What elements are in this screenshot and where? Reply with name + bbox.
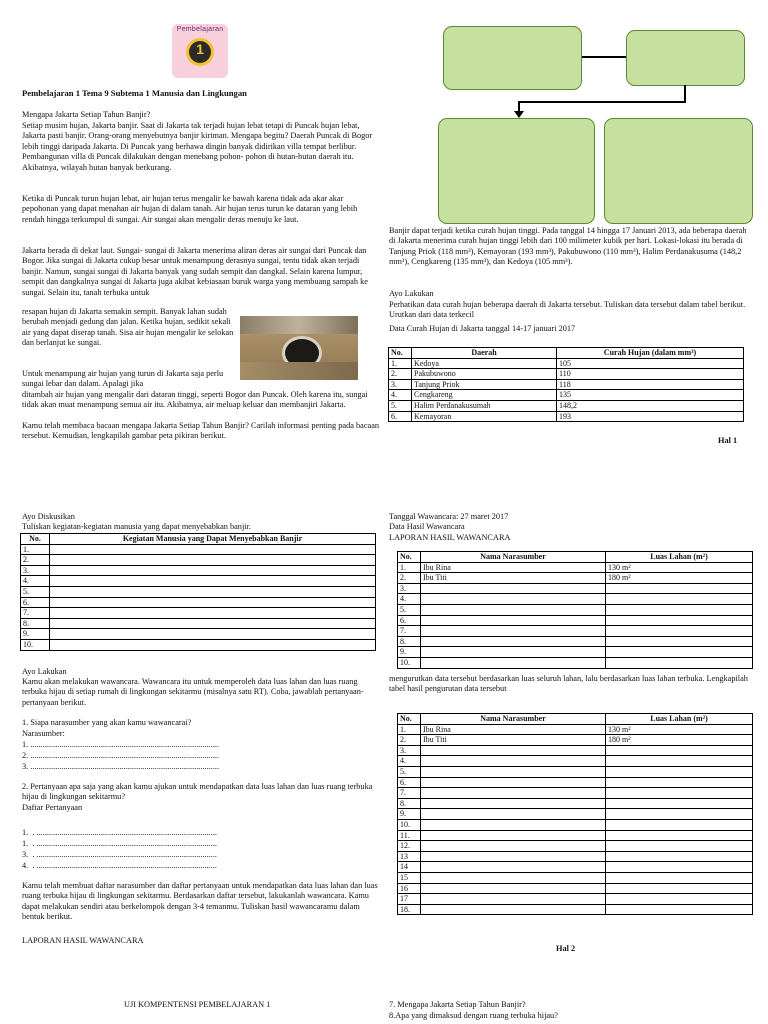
question-1: 1. Siapa narasumber yang akan kamu wawancarai? <box>22 718 192 727</box>
table-row <box>389 390 744 401</box>
table-row <box>398 809 753 820</box>
cell[interactable]: 135 <box>557 390 744 401</box>
cell: 1. <box>389 358 412 369</box>
discuss-instruction: Tuliskan kegiatan-kegiatan manusia yang dapat menyebabkan banjir. <box>22 522 251 531</box>
pertanyaan-line-4[interactable]: 4. . ....................................................................................... <box>22 861 217 870</box>
cell: 4. <box>398 756 421 767</box>
cell: 4. <box>398 594 421 605</box>
cell: 4. <box>389 390 412 401</box>
narasumber-table-header <box>398 552 753 563</box>
pertanyaan-line-3[interactable]: 3. . ....................................................................................... <box>22 850 217 859</box>
table-row <box>398 615 753 626</box>
cell[interactable] <box>606 657 753 668</box>
cell[interactable] <box>606 626 753 637</box>
cell[interactable] <box>606 583 753 594</box>
mindmap-connector-h2 <box>518 101 686 103</box>
badge-word: Pembelajaran <box>176 26 224 33</box>
laporan-right: LAPORAN HASIL WAWANCARA <box>389 533 511 542</box>
question-2: 2. Pertanyaan apa saja yang akan kamu ajukan untuk mendapatkan data luas lahan dan luas ruang terbuka hijau di lingkungan sekitarmu? <box>22 782 375 802</box>
table-row <box>398 626 753 637</box>
question-7: 7. Mengapa Jakarta Setiap Tahun Banjir? <box>389 1000 526 1009</box>
reading-para-5: ditambah air hujan yang mengalir dari dataran tinggi, seperti Bogor dan Puncak. Oleh karena itu, sungai tidak akan muat menampung semua air itu. Akibatnya, air meluap keluar dan membanjiri Jakarta. <box>22 390 370 410</box>
cell[interactable] <box>421 819 606 830</box>
cell[interactable]: 118 <box>557 379 744 390</box>
cell[interactable]: 180 m² <box>606 573 753 584</box>
cell[interactable] <box>606 894 753 905</box>
cell: 13 <box>398 851 421 862</box>
cell[interactable]: Pakubuwono <box>412 369 557 380</box>
table-row <box>398 904 753 915</box>
col-curah-hujan: Curah Hujan (dalam mm³) <box>557 348 744 359</box>
cell[interactable] <box>606 830 753 841</box>
cell: 3. <box>21 565 50 576</box>
cell[interactable] <box>50 555 376 566</box>
col-luas: Luas Lahan (m²) <box>606 552 753 563</box>
cell[interactable]: 148,2 <box>557 400 744 411</box>
table-row <box>398 777 753 788</box>
mindmap-arrow-head <box>514 111 524 118</box>
table-row <box>398 594 753 605</box>
reading-question: Mengapa Jakarta Setiap Tahun Banjir? <box>22 110 151 119</box>
table-row <box>398 830 753 841</box>
cell: 9. <box>398 647 421 658</box>
table-row <box>398 766 753 777</box>
reading-para-4a: resapan hujan di Jakarta semakin sempit. Banyak lahan sudah berubah menjadi gedung dan jalan. Ketika hujan, sedikit sekali air yang dapat diserap tanah. Sisa air hujan mengalir ke selokan dan berlanjut ke sungai. <box>22 307 236 348</box>
table-row <box>398 851 753 862</box>
cell: 18. <box>398 904 421 915</box>
cell[interactable] <box>421 777 606 788</box>
table-row <box>389 400 744 411</box>
table-row <box>21 597 376 608</box>
table-row <box>21 565 376 576</box>
table-row <box>398 862 753 873</box>
cell[interactable] <box>421 798 606 809</box>
cell[interactable] <box>421 766 606 777</box>
page-number-1: Hal 1 <box>718 436 738 445</box>
cell: 15 <box>398 872 421 883</box>
cell[interactable] <box>421 647 606 658</box>
cell[interactable] <box>606 594 753 605</box>
col-no: No. <box>398 714 421 725</box>
col-luas: Luas Lahan (m²) <box>606 714 753 725</box>
cell[interactable] <box>606 872 753 883</box>
rainfall-table-header <box>389 348 744 359</box>
cell: 14 <box>398 862 421 873</box>
cell[interactable] <box>606 777 753 788</box>
laporan-left: LAPORAN HASIL WAWANCARA <box>22 936 144 945</box>
col-kegiatan: Kegiatan Manusia yang Dapat Menyebabkan Banjir <box>50 534 376 545</box>
reading-para-2: Ketika di Puncak turun hujan lebat, air hujan terus mengalir ke bawah karena tidak ada akar akar pepohonan yang dapat menahan air hujan di dalam tanah. Air hujan terus turun ke dataran yang lebih rendah hingga terkumpul di sungai. Air sungai akan mengalir deras menuju ke laut. <box>22 194 360 224</box>
cell: 4. <box>21 576 50 587</box>
table-row <box>21 639 376 650</box>
cell: 5. <box>389 400 412 411</box>
cell: 9. <box>398 809 421 820</box>
table-row <box>398 883 753 894</box>
table-row <box>389 379 744 390</box>
table-row <box>389 358 744 369</box>
narasumber-table-2 <box>397 713 753 915</box>
cell: 6. <box>21 597 50 608</box>
cell[interactable] <box>606 883 753 894</box>
cell[interactable] <box>421 830 606 841</box>
cell[interactable]: Halim Perdanakusumah <box>412 400 557 411</box>
cell[interactable] <box>421 756 606 767</box>
pertanyaan-line-1[interactable]: 1. . ....................................................................................... <box>22 828 217 837</box>
cell[interactable] <box>50 608 376 619</box>
table-row <box>398 647 753 658</box>
cell[interactable]: Cengkareng <box>412 390 557 401</box>
cell: 1. <box>21 544 50 555</box>
cell[interactable]: Tanjung Priok <box>412 379 557 390</box>
cell: 5. <box>398 766 421 777</box>
table-row <box>21 555 376 566</box>
cell[interactable]: 130 m² <box>606 724 753 735</box>
table-row <box>21 608 376 619</box>
cell[interactable] <box>421 872 606 883</box>
cell: 7. <box>398 788 421 799</box>
pembelajaran-badge <box>172 24 228 78</box>
cell[interactable]: 193 <box>557 411 744 422</box>
cell[interactable] <box>421 604 606 615</box>
reading-para-1: Setiap musim hujan, Jakarta banjir. Saat di Jakarta tak terjadi hujan lebat tetapi di Puncak hujan lebat, Jakarta pasti banjir. Orang-orang menyebutnya banjir kiriman. Mengapa begitu? Daerah Puncak di Bogor lebih tinggi daripada Jakarta. Di Puncak yang berhawa dingin banyak didirikan villa tempat berlibur. Pembangunan villa di Puncak dilakukan dengan menebang pohon- pohon di hutan-hutan daerah itu. Akibatnya, wilayah hutan banyak berkurang. <box>22 121 375 172</box>
table-row <box>398 798 753 809</box>
cell[interactable] <box>50 544 376 555</box>
cell: 10. <box>398 819 421 830</box>
col-daerah: Daerah <box>412 348 557 359</box>
narasumber-table-1 <box>397 551 753 669</box>
question-8: 8.Apa yang dimaksud dengan ruang terbuka hijau? <box>389 1011 558 1020</box>
cell: 8. <box>398 636 421 647</box>
col-nama: Nama Narasumber <box>421 714 606 725</box>
cell: 6. <box>398 777 421 788</box>
cell[interactable] <box>606 647 753 658</box>
cell[interactable]: 130 m² <box>606 562 753 573</box>
cell: 10. <box>21 639 50 650</box>
narasumber-table-header <box>398 714 753 725</box>
narasumber-line-2[interactable]: 2. ........................................................................................... <box>22 751 220 760</box>
cell[interactable]: Ibu Rina <box>421 562 606 573</box>
table-row <box>389 369 744 380</box>
col-no: No. <box>398 552 421 563</box>
cell[interactable] <box>421 583 606 594</box>
cell[interactable] <box>421 904 606 915</box>
ayo-lakukan-1: Ayo Lakukan <box>389 289 434 298</box>
cell: 2. <box>398 735 421 746</box>
cell: 1. <box>398 562 421 573</box>
page-number-2: Hal 2 <box>556 944 576 953</box>
cell: 2. <box>398 573 421 584</box>
table-row <box>21 544 376 555</box>
rainfall-paragraph: Banjir dapat terjadi ketika curah hujan tinggi. Pada tanggal 14 hingga 17 Januari 2013, ada beberapa daerah di Jakarta menerima curah hujan tinggi lebih dari 100 milimeter kubik per hari. Lokasi-lokasi itu berada di Tanjung Priok (118 mm³), Kemayoran (193 mm³), Pakubuwono (110 mm³), Halim Perdanakusuma (148,2 mm³), Cengkareng (135 mm³), dan Kedoya (105 mm³). <box>389 226 749 267</box>
cell[interactable]: 110 <box>557 369 744 380</box>
cell[interactable] <box>50 629 376 640</box>
cell[interactable] <box>606 798 753 809</box>
cell[interactable]: 180 m² <box>606 735 753 746</box>
table-row <box>398 819 753 830</box>
data-hasil-label: Data Hasil Wawancara <box>389 522 465 531</box>
table-row <box>398 788 753 799</box>
badge-number: 1 <box>196 41 204 57</box>
cell: 3. <box>398 745 421 756</box>
page1-heading: Pembelajaran 1 Tema 9 Subtema 1 Manusia dan Lingkungan <box>22 88 247 98</box>
cell[interactable] <box>421 636 606 647</box>
table-row <box>21 576 376 587</box>
uji-kompetensi-title: UJI KOMPENTENSI PEMBELAJARAN 1 <box>124 1000 271 1009</box>
cell: 1. <box>398 724 421 735</box>
cell[interactable] <box>421 851 606 862</box>
cell: 16 <box>398 883 421 894</box>
cell[interactable] <box>606 615 753 626</box>
cell[interactable] <box>606 819 753 830</box>
cell[interactable] <box>421 745 606 756</box>
table-row <box>398 657 753 668</box>
pertanyaan-line-2[interactable]: 1. . ....................................................................................... <box>22 839 217 848</box>
col-nama: Nama Narasumber <box>421 552 606 563</box>
cell: 11. <box>398 830 421 841</box>
cell: 5. <box>21 586 50 597</box>
cell: 2. <box>21 555 50 566</box>
col-no: No. <box>389 348 412 359</box>
cell: 10. <box>398 657 421 668</box>
cell: 12. <box>398 841 421 852</box>
table-row <box>398 745 753 756</box>
cell[interactable]: Kedoya <box>412 358 557 369</box>
table-row <box>398 573 753 584</box>
rainfall-table <box>388 347 744 422</box>
cell[interactable]: 105 <box>557 358 744 369</box>
cell[interactable] <box>50 639 376 650</box>
col-no: No. <box>21 534 50 545</box>
cell: 8. <box>398 798 421 809</box>
ayo-diskusikan: Ayo Diskusikan <box>22 512 75 521</box>
cell[interactable] <box>421 626 606 637</box>
cell: 8. <box>21 618 50 629</box>
mindmap-connector-v <box>684 85 686 102</box>
table-row <box>398 583 753 594</box>
cell[interactable] <box>606 851 753 862</box>
cell: 3. <box>398 583 421 594</box>
cell[interactable] <box>421 615 606 626</box>
tanggal-wawancara: Tanggal Wawancara: 27 maret 2017 <box>389 512 509 521</box>
cell: 6. <box>398 615 421 626</box>
cell[interactable] <box>421 809 606 820</box>
cell[interactable] <box>421 594 606 605</box>
cell: 3. <box>389 379 412 390</box>
cell[interactable] <box>421 894 606 905</box>
table-row <box>21 618 376 629</box>
cell[interactable] <box>606 809 753 820</box>
cell[interactable] <box>50 565 376 576</box>
cell[interactable] <box>421 657 606 668</box>
cell: 5. <box>398 604 421 615</box>
cell[interactable] <box>606 788 753 799</box>
table-row <box>21 586 376 597</box>
table-row <box>21 629 376 640</box>
rainfall-table-title: Data Curah Hujan di Jakarta tanggal 14-17 januari 2017 <box>389 324 576 333</box>
rainfall-instruction: Perhatikan data curah hujan beberapa daerah di Jakarta tersebut. Tuliskan data tersebut dalam tabel berikut. Urutkan dari data terkecil <box>389 300 748 320</box>
cell[interactable] <box>606 841 753 852</box>
kegiatan-table-header <box>21 534 376 545</box>
reading-para-6: Kamu telah membaca bacaan mengapa Jakarta Setiap Tahun Banjir? Carilah informasi penting pada bacaan tersebut. Kemudian, lengkapilah gambar peta pikiran berikut. <box>22 421 382 441</box>
cell: 6. <box>389 411 412 422</box>
cell[interactable] <box>606 766 753 777</box>
narasumber-line-1[interactable]: 1. ........................................................................................... <box>22 740 220 749</box>
table-row <box>398 841 753 852</box>
cell[interactable] <box>421 883 606 894</box>
daftar-pertanyaan-label: Daftar Pertanyaan <box>22 803 83 812</box>
cell[interactable] <box>50 586 376 597</box>
wawancara-paragraph: Kamu akan melakukan wawancara. Wawancara itu untuk memperoleh data luas lahan dan luas ruang terbuka hijau di setiap rumah di lingkungan sekitarmu (misalnya satu RT). Coba, jawablah pertanyaan-pertanyaan berikut. <box>22 677 364 707</box>
cell: 2. <box>389 369 412 380</box>
cell[interactable] <box>50 597 376 608</box>
cell[interactable] <box>50 618 376 629</box>
table-row <box>398 604 753 615</box>
table-row <box>398 894 753 905</box>
reading-para-3: Jakarta berada di dekat laut. Sungai- sungai di Jakarta menerima aliran deras air sungai dari Puncak dan Bogor. Jika sungai di Jakarta cukup besar untuk menampung derasnya sungai, tentu tidak akan terjadi banjir. Namun, sungai sungai di Jakarta banyak yang sudah sempit dan dangkal. Selain karena lumpur, sempit dan dangkalnya sungai di Jakarta juga akibat kebiasaan buruk warga yang membuang sampah ke sungai. Selain itu, tanah terbuka untuk <box>22 246 370 297</box>
cell: 17 <box>398 894 421 905</box>
cell[interactable] <box>606 904 753 915</box>
mindmap-connector-h <box>582 56 626 58</box>
table-row <box>398 872 753 883</box>
table-row <box>398 735 753 746</box>
table-row <box>398 724 753 735</box>
cell[interactable] <box>606 745 753 756</box>
cell: 9. <box>21 629 50 640</box>
cell[interactable] <box>606 636 753 647</box>
mindmap-box-bottom-right[interactable] <box>604 118 753 224</box>
kegiatan-table <box>20 533 376 651</box>
cell[interactable] <box>606 604 753 615</box>
cell: 7. <box>398 626 421 637</box>
reading-para-4b: Untuk menampung air hujan yang turun di Jakarta saja perlu sungai lebar dan dalam. Apalagi jika <box>22 369 226 389</box>
ayo-lakukan-2: Ayo Lakukan <box>22 667 67 676</box>
cell[interactable] <box>421 862 606 873</box>
urutkan-paragraph: mengurutkan data tersebut berdasarkan luas seluruh lahan, lalu berdasarkan luas lahan terbuka. Lengkapilah tabel hasil pengurutan data tersebut <box>389 674 751 694</box>
cell: 7. <box>21 608 50 619</box>
table-row <box>398 636 753 647</box>
cell[interactable]: Ibu Titi <box>421 735 606 746</box>
cell[interactable]: Ibu Rina <box>421 724 606 735</box>
flood-photo <box>240 316 358 380</box>
cell[interactable] <box>50 576 376 587</box>
table-row <box>398 562 753 573</box>
cell[interactable] <box>606 756 753 767</box>
table-row <box>389 411 744 422</box>
cell[interactable] <box>606 862 753 873</box>
mindmap-box-top-left[interactable] <box>443 26 582 90</box>
mindmap-box-top-right[interactable] <box>626 30 745 86</box>
closing-paragraph: Kamu telah membuat daftar narasumber dan daftar pertanyaan untuk mendapatkan data luas lahan dan luas ruang terbuka hijau di lingkungan sekitarmu. Berdasarkan daftar tersebut, lakukanlah wawancara. Kamu dapat melakukan sendiri atau berkelompok dengan 3-4 temanmu. Tuliskan hasil wawancaramu dalam bentuk berikut. <box>22 881 380 922</box>
cell[interactable]: Ibu Titi <box>421 573 606 584</box>
cell[interactable] <box>421 841 606 852</box>
table-row <box>398 756 753 767</box>
cell[interactable] <box>421 788 606 799</box>
cell[interactable]: Kemayoran <box>412 411 557 422</box>
mindmap-box-bottom-left[interactable] <box>438 118 595 224</box>
narasumber-label: Narasumber: <box>22 729 65 738</box>
narasumber-line-3[interactable]: 3. ........................................................................................... <box>22 762 220 771</box>
